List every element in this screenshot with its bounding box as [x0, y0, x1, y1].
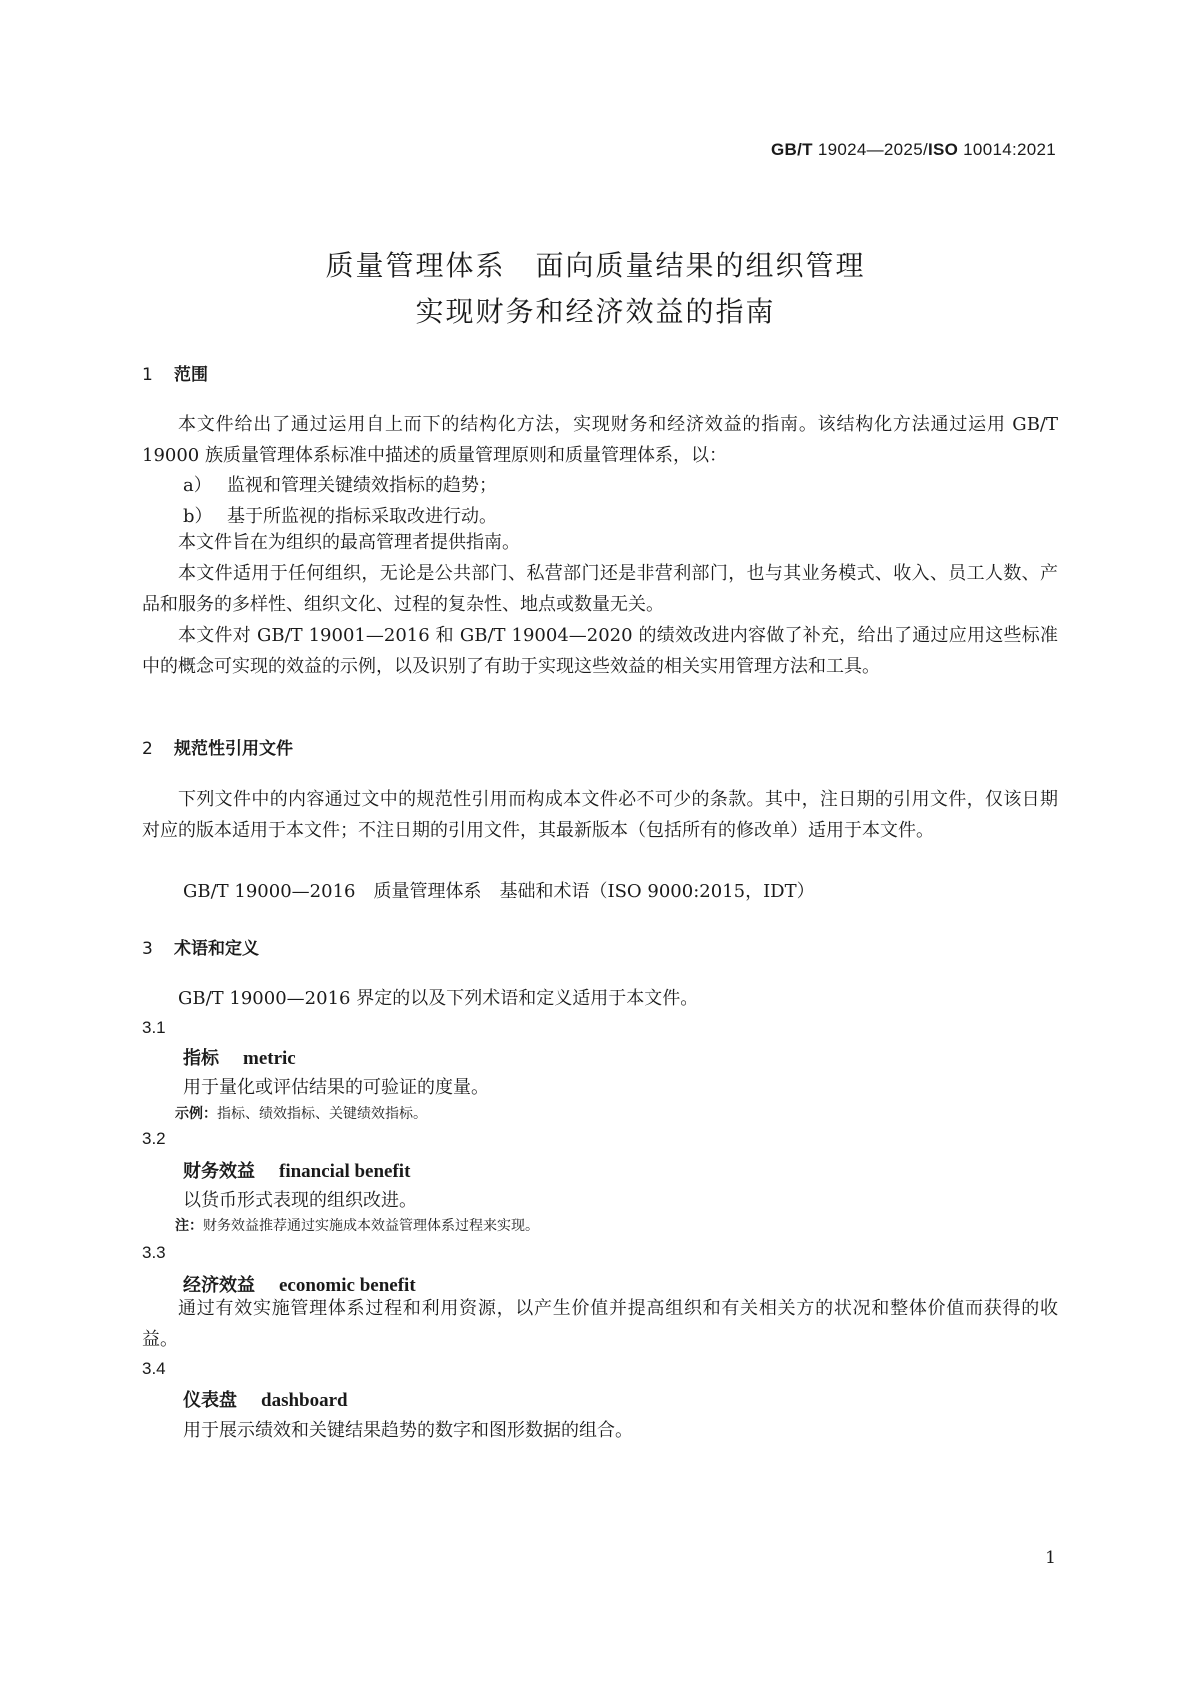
term-example: 示例：指标、绩效指标、关键绩效指标。	[175, 1106, 427, 1122]
references-paragraph: 下列文件中的内容通过文中的规范性引用而构成本文件必不可少的条款。其中，注日期的引用文件，仅该日期对应的版本适用于本文件；不注日期的引用文件，其最新版本（包括所有的修改单）适用于本文件。	[142, 789, 1058, 841]
term-heading: 仪表盘 dashboard	[183, 1390, 348, 1411]
document-title-line-1: 质量管理体系 面向质量结果的组织管理	[325, 249, 866, 282]
scope-paragraph-3: 本文件适用于任何组织，无论是公共部门、私营部门还是非营利部门，也与其业务模式、收入、员工人数、产品和服务的多样性、组织文化、过程的复杂性、地点或数量无关。	[142, 563, 1058, 615]
term-note: 注：财务效益推荐通过实施成本效益管理体系过程来实现。	[175, 1218, 539, 1234]
terms-intro: GB/T 19000—2016 界定的以及下列术语和定义适用于本文件。	[178, 988, 699, 1009]
term-number: 3.1	[142, 1018, 166, 1037]
reference-gb-t-19000: GB/T 19000—2016 质量管理体系 基础和术语（ISO 9000:2015，IDT）	[183, 881, 815, 902]
term-definition: 通过有效实施管理体系过程和利用资源，以产生价值并提高组织和有关相关方的状况和整体价值而获得的收益。	[142, 1298, 1058, 1350]
scope-paragraph-4: 本文件对 GB/T 19001—2016 和 GB/T 19004—2020 的绩效改进内容做了补充，给出了通过应用这些标准中的概念可实现的效益的示例，以及识别了有助于实现这些效益的相关实用管理方法和工具。	[142, 625, 1058, 677]
standard-number: GB/T 19024—2025/ISO 10014:2021	[771, 140, 1056, 159]
term-definition: 用于展示绩效和关键结果趋势的数字和图形数据的组合。	[183, 1420, 633, 1441]
page-number: 1	[1045, 1548, 1056, 1568]
section-heading-normative-references: 2 规范性引用文件	[142, 739, 293, 759]
term-number: 3.2	[142, 1129, 166, 1148]
term-definition: 以货币形式表现的组织改进。	[183, 1190, 417, 1211]
term-heading: 经济效益 economic benefit	[183, 1275, 416, 1296]
term-number: 3.4	[142, 1359, 166, 1378]
term-number: 3.3	[142, 1243, 166, 1262]
term-heading: 指标 metric	[183, 1048, 296, 1069]
scope-paragraph-1: 本文件给出了通过运用自上而下的结构化方法，实现财务和经济效益的指南。该结构化方法通过运用 GB/T 19000 族质量管理体系标准中描述的质量管理原则和质量管理体系，以：	[142, 414, 1058, 466]
list-item-a: a） 监视和管理关键绩效指标的趋势；	[183, 475, 497, 496]
scope-paragraph-2: 本文件旨在为组织的最高管理者提供指南。	[178, 532, 520, 553]
term-heading: 财务效益 financial benefit	[183, 1161, 411, 1182]
document-title-line-2: 实现财务和经济效益的指南	[415, 295, 776, 328]
section-heading-terms-definitions: 3 术语和定义	[142, 939, 259, 959]
term-definition: 用于量化或评估结果的可验证的度量。	[183, 1077, 489, 1098]
list-item-b: b） 基于所监视的指标采取改进行动。	[183, 506, 497, 527]
section-heading-scope: 1 范围	[142, 365, 208, 385]
